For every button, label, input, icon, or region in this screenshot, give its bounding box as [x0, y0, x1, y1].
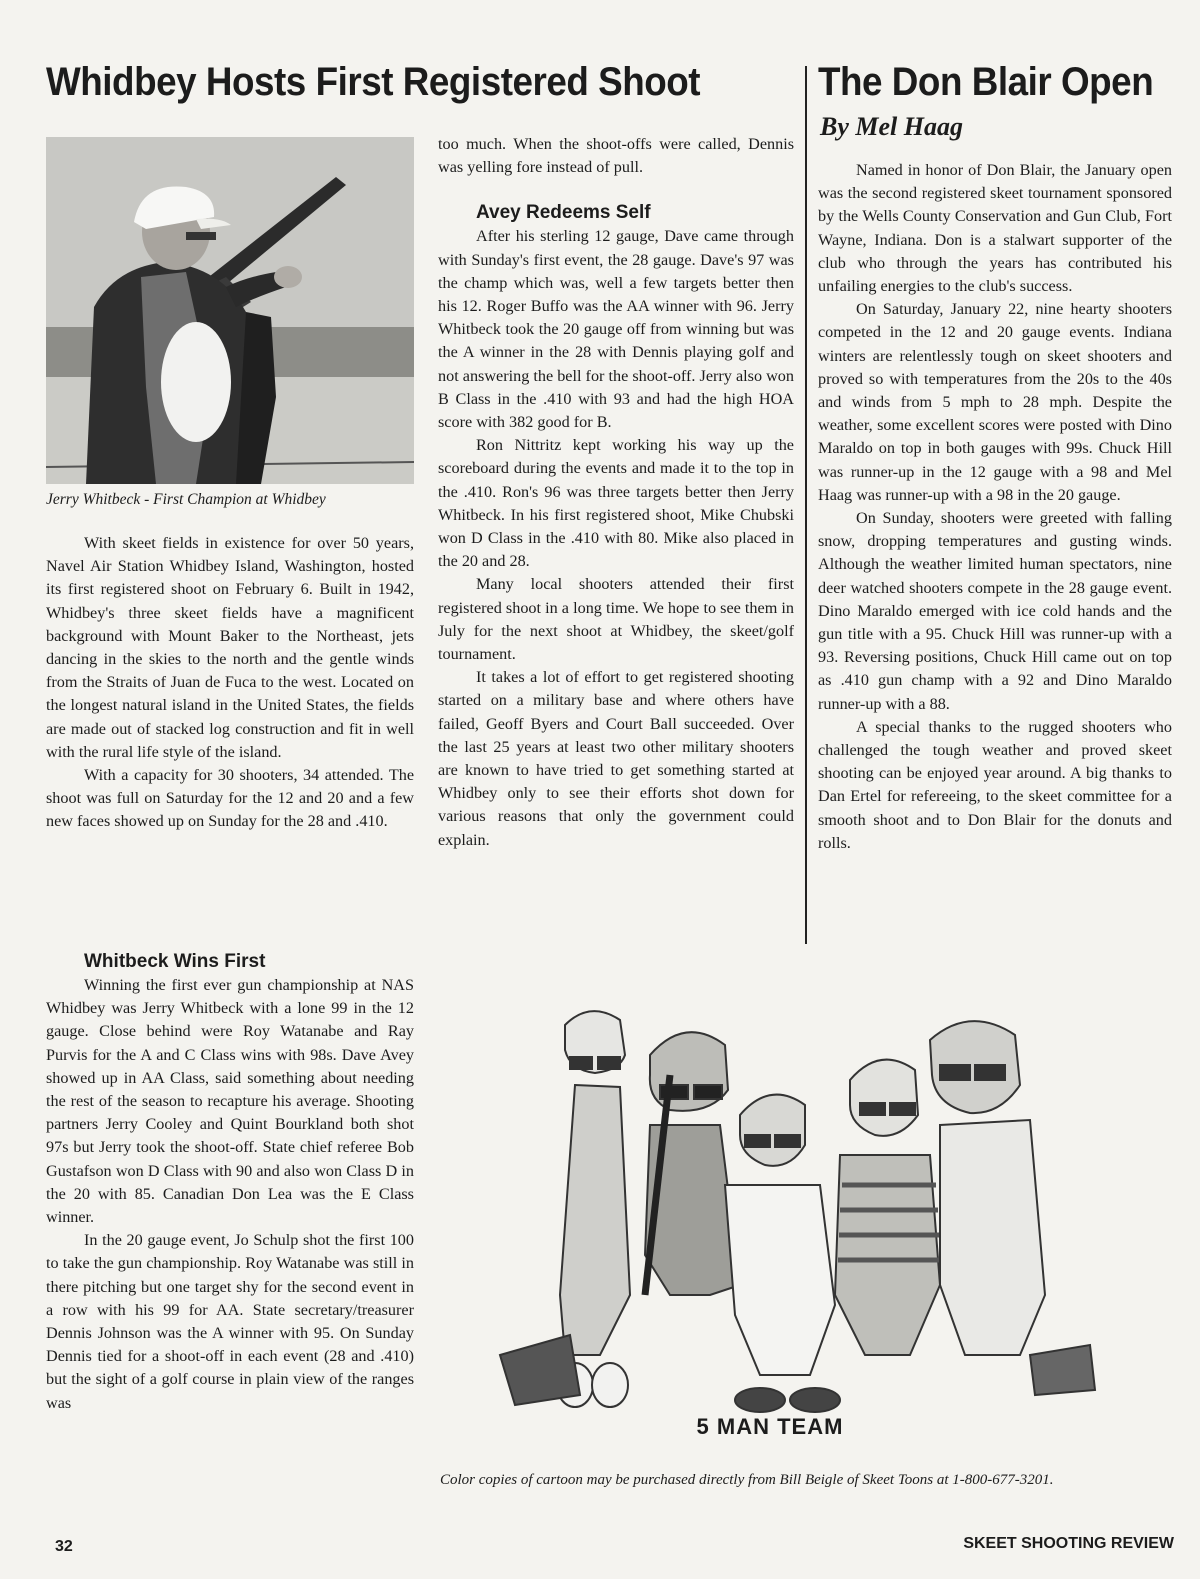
paragraph: With a capacity for 30 shooters, 34 attended. The shoot was full on Saturday for the 12 and 20 and a few new faces showed up on Sunday for the 28 and .410.	[46, 766, 414, 831]
paragraph: On Saturday, January 22, nine hearty shooters competed in the 12 and 20 gauge events. Indiana winters are relentlessly tough on skeet shooters and proved so with temperatures from the 20s to the 40s and winds from 5 mph to 28 mph. Despite the weather, some excellent scores were posted with Dino Maraldo on top in both gauges with 99s. Chuck Hill was runner-up in the 12 gauge with a 98 and Mel Haag was runner-up with a 98 in the 20 gauge.	[818, 300, 1172, 504]
paragraph: Named in honor of Don Blair, the January open was the second registered skeet tournament sponsored by the Wells County Conservation and Gun Club, Fort Wayne, Indiana. Don is a stalwart supporter of the club who through the years has contributed his unfailing energies to the club's success.	[818, 161, 1172, 296]
cartoon-title: 5 MAN TEAM	[696, 1414, 844, 1439]
paragraph: It takes a lot of effort to get registered shooting started on a military base and where others have failed, Geoff Byers and Court Ball succeeded. Over the last 25 years at least two other military shooters are known to have tried to get something started at Whidbey only to see their efforts shot down for various reasons that only the government could explain.	[438, 668, 794, 849]
shooter-photo	[46, 137, 414, 484]
paragraph: After his sterling 12 gauge, Dave came through with Sunday's first event, the 28 gauge. Dave's 97 was the champ which was, well a few targets better then his 12. Roger Buffo was the AA winner with 96. Jerry Whitbeck took the 20 gauge off from winning but was the A winner in the 28 with Dennis playing golf and not answering the bell for the shoot-off. Jerry also won B Class in the .410 with 93 and had the high HOA score with 382 good for B.	[438, 227, 794, 432]
paragraph: Winning the first ever gun championship at NAS Whidbey was Jerry Whitbeck with a lone 99 in the 12 gauge. Close behind were Roy Watanabe and Ray Purvis for the A and C Class wins with 98s. Dave Avey showed up in AA Class, said something about needing the rest of the season to recapture his average. Shooting partners Jerry Cooley and Quint Bourkland both shot 97s but Jerry took the shoot-off. State chief referee Bob Gustafson won D Class with 90 and also won Class D in the 20 with 85. Canadian Don Lea was the E Class winner.	[46, 976, 414, 1227]
column-middle	[438, 133, 794, 852]
cartoon-five-shooters-image	[470, 995, 1110, 1420]
paragraph: On Sunday, shooters were greeted with falling snow, dropping temperatures and gusting winds. Although the weather limited human spectators, nine deer watched shooters compete in the 28 gauge event. Dino Maraldo emerged with ice cold hands and the gun title with a 95. Chuck Hill was runner-up with a 93. Reversing positions, Chuck Hill came out on top as .410 gun champ with a 92 and Dino Maraldo runner-up with a 88.	[818, 509, 1172, 713]
headline-don-blair: The Don Blair Open	[818, 60, 1154, 104]
column-divider	[805, 66, 807, 944]
page-number: 32	[55, 1538, 73, 1555]
column-left-intro	[46, 532, 414, 834]
byline: By Mel Haag	[820, 112, 963, 141]
publication-name: SKEET SHOOTING REVIEW	[963, 1535, 1174, 1552]
paragraph: Many local shooters attended their first registered shoot in a long time. We hope to see them in July for the next shoot at Whidbey, the skeet/golf tournament.	[438, 575, 794, 664]
shooter-figure-image	[46, 137, 414, 484]
cartoon-illustration	[470, 995, 1110, 1420]
cartoon-caption: Color copies of cartoon may be purchased directly from Bill Beigle of Skeet Toons at 1-800-677-3201.	[440, 1472, 1054, 1488]
paragraph: Ron Nittritz kept working his way up the scoreboard during the events and made it to the top in the .410. Ron's 96 was three targets better then Jerry Whitbeck. In his first registered shoot, Mike Chubski won D Class in the .410 with 80. Mike also placed in the 20 and 28.	[438, 436, 794, 571]
paragraph: With skeet fields in existence for over 50 years, Navel Air Station Whidbey Island, Washington, hosted its first registered shoot on February 6. Built in 1942, Whidbey's three skeet fields have a magnificent background with Mount Baker to the Northeast, jets dancing in the skies to the north and the gentle winds from the Straits of Juan de Fuca to the west. Located on the longest natural island in the United States, the fields are made out of stacked log construction and fit in well with the rural life style of the island.	[46, 534, 414, 761]
paragraph-continuation: too much. When the shoot-offs were called, Dennis was yelling fore instead of pull.	[438, 135, 794, 177]
subhead-whitbeck-wins-first: Whitbeck Wins First	[84, 951, 266, 972]
column-left-section	[46, 950, 414, 1415]
paragraph: In the 20 gauge event, Jo Schulp shot the first 100 to take the gun championship. Roy Watanabe was still in there pitching but one target shy for the second event in a row with his 99 for AA. State secretary/treasurer Dennis Johnson was the A winner with 95. On Sunday Dennis tied for a shoot-off in each event (28 and .410) but the sight of a golf course in plain view of the ranges was	[46, 1231, 414, 1412]
column-right	[818, 159, 1172, 855]
subhead-avey-redeems-self: Avey Redeems Self	[476, 202, 651, 224]
headline-whidbey: Whidbey Hosts First Registered Shoot	[46, 60, 701, 104]
photo-caption: Jerry Whitbeck - First Champion at Whidbey	[46, 491, 326, 508]
paragraph: A special thanks to the rugged shooters who challenged the tough weather and proved skeet shooting can be enjoyed year around. A big thanks to Dan Ertel for refereeing, to the skeet committee for a smooth shoot and to Don Blair for the donuts and rolls.	[818, 717, 1172, 852]
